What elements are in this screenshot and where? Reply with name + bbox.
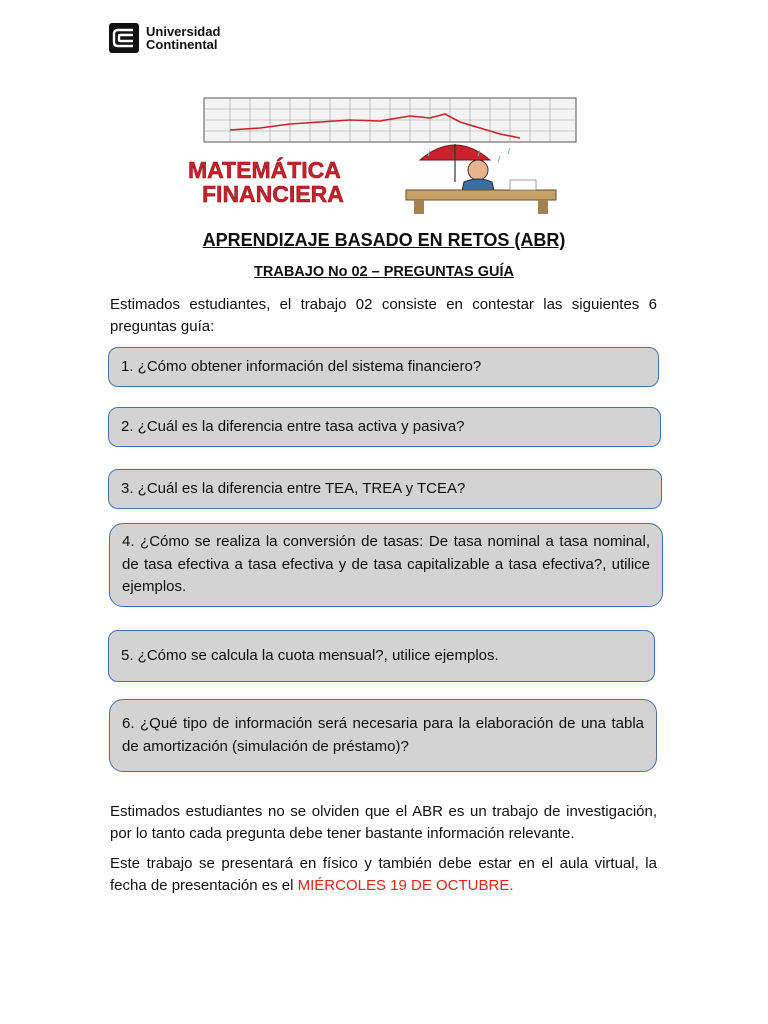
page-subtitle: TRABAJO No 02 – PREGUNTAS GUÍA [254, 264, 514, 280]
question-text: 2. ¿Cuál es la diferencia entre tasa activa y pasiva? [121, 417, 465, 435]
question-text: 5. ¿Cómo se calcula la cuota mensual?, utilice ejemplos. [121, 646, 499, 664]
continental-logo-icon [108, 22, 140, 54]
closing-paragraph-2-text: Este trabajo se presentará en físico y también debe estar en el aula virtual, la fecha de presentación es el [110, 855, 657, 894]
question-box-6 [109, 699, 657, 772]
question-text: 3. ¿Cuál es la diferencia entre TEA, TREA y TCEA? [121, 479, 466, 497]
banner-line-1: MATEMÁTICA [188, 157, 341, 183]
question-box-2 [108, 407, 661, 447]
closing-paragraph-2 [110, 853, 657, 897]
page-title: APRENDIZAJE BASADO EN RETOS (ABR) [202, 230, 566, 250]
question-text: 1. ¿Cómo obtener información del sistema financiero? [121, 357, 482, 375]
university-logo [108, 22, 220, 54]
question-box-4 [109, 523, 663, 607]
question-box-3 [108, 469, 662, 509]
presentation-date: MIÉRCOLES 19 DE OCTUBRE. [297, 877, 514, 894]
logo-line-2: Continental [146, 37, 218, 52]
banner-line-2: FINANCIERA [202, 181, 344, 207]
question-box-5 [108, 630, 655, 682]
question-text: 6. ¿Qué tipo de información será necesaria para la elaboración de una tabla de amortización (simulación de préstamo)? [122, 715, 644, 755]
closing-paragraph-1: Estimados estudiantes no se olviden que el ABR es un trabajo de investigación, por lo tanto cada pregunta debe tener bastante información relevante. [110, 803, 657, 842]
desk [406, 190, 556, 200]
question-text: 4. ¿Cómo se realiza la conversión de tasas: De tasa nominal a tasa nominal, de tasa efectiva a tasa efectiva y de tasa capitalizable a tasa efectiva?, utilice ejemplos. [122, 533, 650, 596]
person-head [468, 160, 488, 180]
banner-illustration [180, 94, 586, 216]
intro-paragraph: Estimados estudiantes, el trabajo 02 consiste en contestar las siguientes 6 preguntas guía: [110, 296, 657, 335]
logo-line-1: Universidad [146, 24, 221, 39]
logo-text [146, 25, 220, 51]
question-box-1 [108, 347, 659, 387]
